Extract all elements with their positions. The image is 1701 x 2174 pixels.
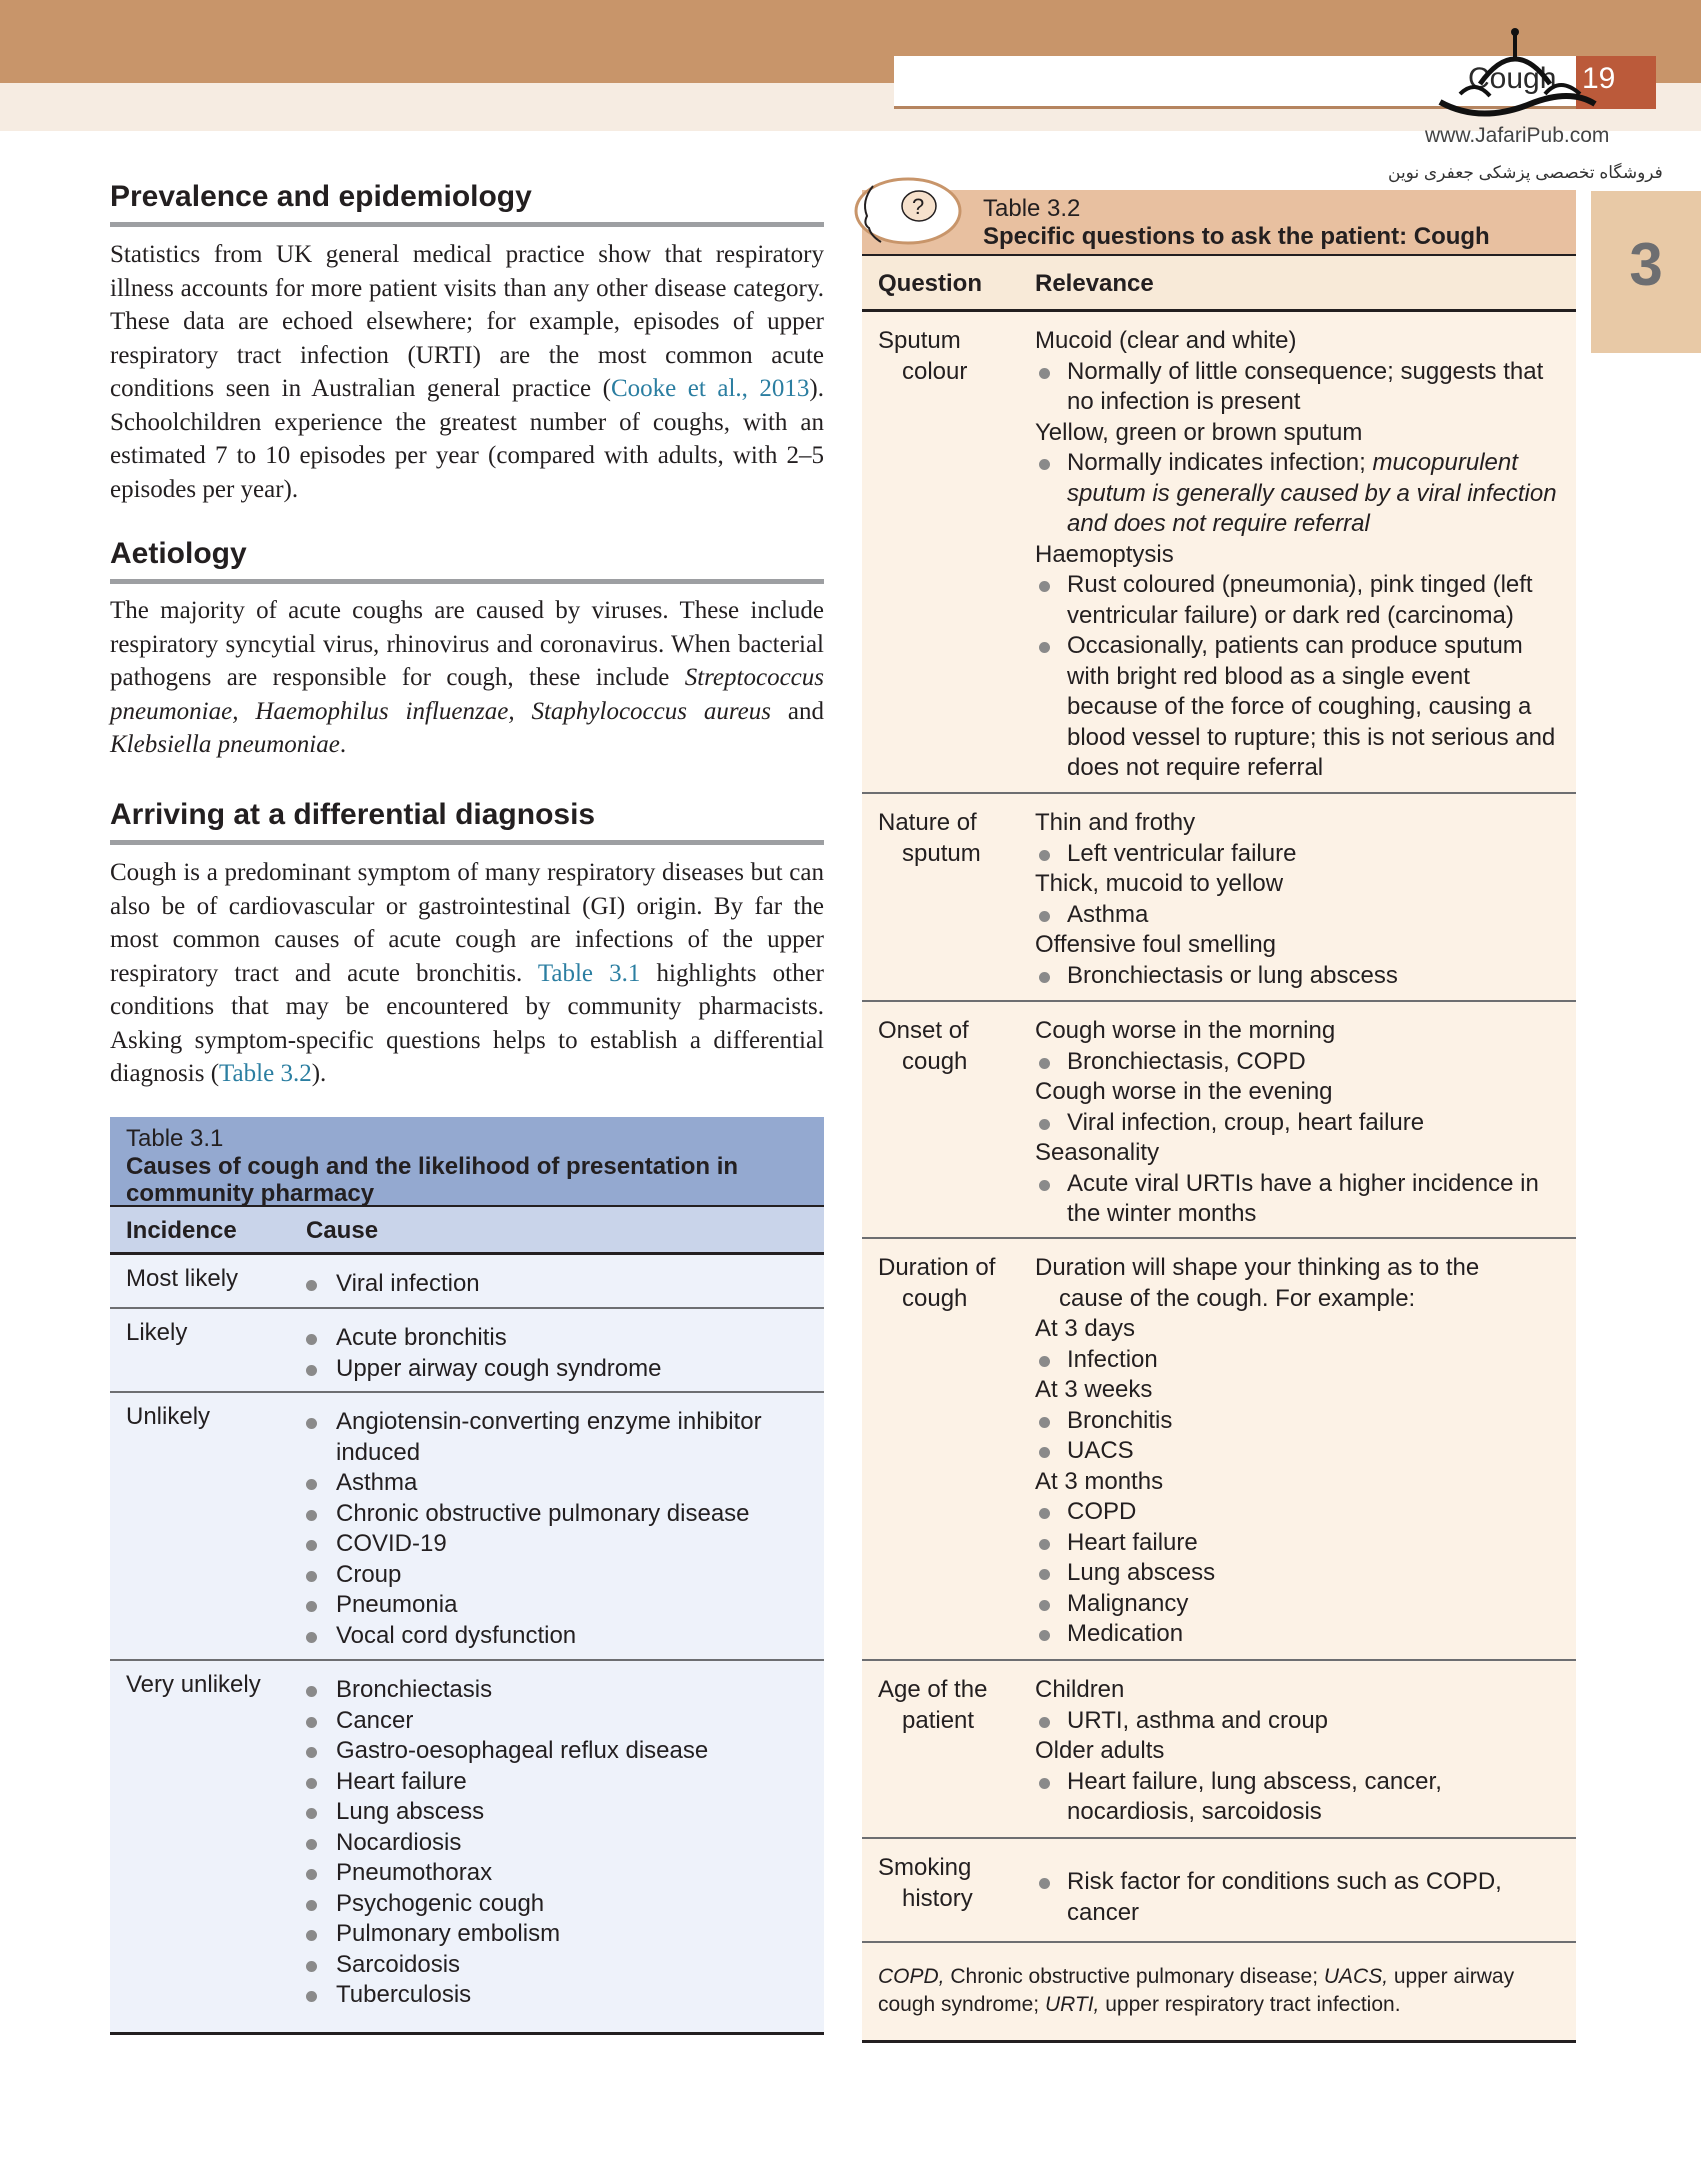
relevance-bullet: Left ventricular failure [1035, 839, 1565, 870]
paragraph-prevalence [110, 238, 824, 506]
text-run: The majority of acute coughs are caused by viruses. These include respiratory syncytial virus, rhinovirus and coronavirus. When bacterial pathogens are responsible for cough, these include [110, 597, 824, 691]
watermark-text: فروشگاه تخصصی پزشکی جعفری نوین [1388, 163, 1663, 182]
question-line: patient [902, 1706, 975, 1734]
relevance-bullet: Bronchiectasis or lung abscess [1035, 961, 1565, 992]
relevance [1035, 1253, 1565, 1650]
relevance-bullet: Medication [1035, 1619, 1565, 1650]
relevance-bullet [1035, 448, 1565, 540]
table-title: Causes of cough and the likelihood of presentation in community pharmacy [126, 1153, 739, 1207]
relevance-line: Older adults [1035, 1737, 1165, 1764]
citation-link[interactable]: Cooke et al., 2013 [610, 375, 810, 402]
table-3-2 [862, 190, 1576, 2043]
list-item: Acute bronchitis [306, 1323, 662, 1354]
question [878, 1853, 1018, 1914]
table-row [862, 1839, 1576, 1943]
table-footnote [862, 1943, 1576, 2043]
table-row [110, 1255, 824, 1309]
relevance-line: At 3 weeks [1035, 1376, 1153, 1403]
relevance-bullet: UACS [1035, 1436, 1565, 1467]
list-item: Viral infection [306, 1269, 480, 1300]
list-item: Nocardiosis [306, 1828, 708, 1859]
relevance-bullet: Bronchitis [1035, 1406, 1565, 1437]
table-3-1-caption [110, 1117, 824, 1207]
cause-list [306, 1269, 480, 1300]
question [878, 808, 1018, 869]
text-run: . [339, 731, 347, 758]
incidence: Likely [126, 1319, 188, 1346]
question-line: colour [902, 357, 968, 385]
paragraph-differential [110, 856, 824, 1091]
relevance-line: Children [1035, 1676, 1125, 1703]
relevance [1035, 1016, 1565, 1230]
relevance-line: Haemoptysis [1035, 540, 1174, 568]
relevance [1035, 1675, 1565, 1828]
text-run-italic: mucopurulent sputum is generally caused by a viral infection and does not require referral [1067, 449, 1557, 537]
col-incidence: Incidence [126, 1217, 237, 1244]
text-run: ). [311, 1060, 327, 1087]
question-line: Smoking [878, 1854, 972, 1881]
question [878, 1675, 1018, 1736]
relevance-bullet: COPD [1035, 1497, 1565, 1528]
incidence: Very unlikely [126, 1671, 261, 1698]
relevance-bullet: Bronchiectasis, COPD [1035, 1047, 1565, 1078]
list-item: Croup [306, 1560, 806, 1591]
text-run: Statistics from UK general medical practice show that respiratory illness accounts for more patient visits than any other disease category. These data are echoed elsewhere; for example, episodes of upper respiratory tract infection (URTI) are the most common acute conditions seen in Australian general practice ( [110, 241, 824, 402]
list-item: Vocal cord dysfunction [306, 1621, 806, 1652]
list-item: Chronic obstructive pulmonary disease [306, 1499, 806, 1530]
relevance [1035, 808, 1565, 991]
list-item: Heart failure [306, 1767, 708, 1798]
table-row [862, 1002, 1576, 1239]
text-run: Cough is a predominant symptom of many respiratory diseases but can also be of cardiovascular or gastrointestinal (GI) origin. By far the most common causes of acute cough are infections of the upper respiratory tract and acute bronchitis. [110, 859, 824, 987]
list-item: COVID-19 [306, 1529, 806, 1560]
question-line: Nature of [878, 809, 977, 836]
relevance-bullet: Normally of little consequence; suggests that no infection is present [1035, 357, 1565, 418]
page-number: 19 [1582, 62, 1616, 95]
relevance-bullet: Heart failure [1035, 1528, 1565, 1559]
organism-names: Streptococcus pneumoniae, Haemophilus influenzae, Staphylococcus aureus [110, 664, 824, 725]
relevance [1035, 326, 1565, 784]
relevance-line: Cough worse in the morning [1035, 1017, 1336, 1044]
text-run: Chronic obstructive pulmonary disease; [944, 1965, 1324, 1988]
relevance-bullet: Malignancy [1035, 1589, 1565, 1620]
relevance-line: Offensive foul smelling [1035, 931, 1277, 958]
relevance-line: Yellow, green or brown sputum [1035, 418, 1363, 446]
heading-prevalence: Prevalence and epidemiology [110, 180, 824, 227]
relevance-bullet: Acute viral URTIs have a higher incidence in the winter months [1035, 1169, 1565, 1230]
watermark-url: www.JafariPub.com [1425, 124, 1610, 147]
list-item: Angiotensin-converting enzyme inhibitor induced [306, 1407, 806, 1468]
table-header [862, 256, 1576, 312]
col-question: Question [878, 270, 983, 297]
text-run: ). Schoolchildren experience the greatest number of coughs, with an estimated 7 to 10 episodes per year (compared with adults, with 2–5 episodes per year). [110, 375, 824, 503]
table-row [862, 1661, 1576, 1839]
relevance-line: At 3 days [1035, 1315, 1136, 1342]
cause-list [306, 1407, 806, 1651]
table-row [110, 1309, 824, 1393]
text-run: highlights other conditions that may be encountered by community pharmacists. Asking symptom-specific questions helps to establish a differential diagnosis ( [110, 959, 824, 1087]
relevance-bullet: URTI, asthma and croup [1035, 1706, 1565, 1737]
list-item: Upper airway cough syndrome [306, 1354, 662, 1385]
relevance-bullet: Lung abscess [1035, 1558, 1565, 1589]
relevance-bullet: Viral infection, croup, heart failure [1035, 1108, 1565, 1139]
question-line: cough [902, 1047, 968, 1075]
question [878, 1016, 1018, 1077]
table-label: Table 3.2 [983, 195, 1081, 222]
incidence: Most likely [126, 1265, 239, 1292]
relevance-line: Thin and frothy [1035, 809, 1196, 836]
text-run: upper respiratory tract infection. [1099, 1993, 1401, 2016]
relevance [1035, 1867, 1565, 1928]
abbr: URTI, [1044, 1993, 1100, 2016]
relevance-line: At 3 months [1035, 1467, 1164, 1495]
question-line: history [902, 1884, 973, 1912]
question-line: sputum [902, 839, 981, 867]
table-3-1 [110, 1117, 824, 2035]
list-item: Lung abscess [306, 1797, 708, 1828]
text-run: and [770, 697, 824, 725]
table-label: Table 3.1 [126, 1125, 224, 1152]
table-header [110, 1207, 824, 1255]
list-item: Pneumonia [306, 1590, 806, 1621]
list-item: Pulmonary embolism [306, 1919, 708, 1950]
relevance-line: Mucoid (clear and white) [1035, 327, 1297, 354]
relevance-bullet: Occasionally, patients can produce sputum with bright red blood as a single event because of the force of coughing, causing a blood vessel to rupture; this is not serious and does not require referral [1035, 631, 1565, 784]
relevance-line: Duration will shape your thinking as to the [1035, 1254, 1480, 1281]
question-head-icon [853, 176, 963, 246]
table-3-2-caption [862, 190, 1576, 256]
svg-text:?: ? [912, 194, 925, 219]
table-3-1-link[interactable]: Table 3.1 [537, 959, 641, 987]
relevance-line: cause of the cough. For example: [1059, 1284, 1416, 1312]
relevance-line: Thick, mucoid to yellow [1035, 870, 1284, 897]
question-line: Onset of [878, 1017, 969, 1044]
paragraph-aetiology [110, 594, 824, 762]
question [878, 1253, 1018, 1314]
running-header-title: Cough [1468, 62, 1557, 95]
list-item: Asthma [306, 1468, 806, 1499]
col-cause: Cause [306, 1217, 379, 1244]
chapter-number: 3 [1629, 231, 1663, 298]
relevance-line: Cough worse in the evening [1035, 1078, 1333, 1105]
relevance-line: Seasonality [1035, 1139, 1160, 1166]
question [878, 326, 1018, 387]
list-item: Psychogenic cough [306, 1889, 708, 1920]
text-run: upper airway cough syndrome; [878, 1965, 1515, 2016]
heading-differential: Arriving at a differential diagnosis [110, 798, 824, 845]
relevance-bullet: Heart failure, lung abscess, cancer, nocardiosis, sarcoidosis [1035, 1767, 1565, 1828]
abbr: UACS, [1323, 1965, 1389, 1988]
question-line: Duration of [878, 1254, 996, 1281]
list-item: Bronchiectasis [306, 1675, 708, 1706]
col-relevance: Relevance [1035, 270, 1154, 297]
table-row [862, 794, 1576, 1002]
question-line: Sputum [878, 327, 961, 354]
heading-aetiology: Aetiology [110, 537, 824, 584]
list-item: Pneumothorax [306, 1858, 708, 1889]
table-3-2-link[interactable]: Table 3.2 [219, 1060, 312, 1087]
table-row [110, 1393, 824, 1661]
list-item: Tuberculosis [306, 1980, 708, 2011]
cause-list [306, 1323, 662, 1384]
table-row [862, 312, 1576, 794]
organism-name: Klebsiella pneumoniae [110, 731, 340, 758]
list-item: Cancer [306, 1706, 708, 1737]
relevance-bullet: Risk factor for conditions such as COPD, cancer [1035, 1867, 1565, 1928]
abbr: COPD, [878, 1965, 945, 1988]
table-row [110, 1661, 824, 2035]
relevance-bullet: Asthma [1035, 900, 1565, 931]
list-item: Gastro-oesophageal reflux disease [306, 1736, 708, 1767]
table-row [862, 1239, 1576, 1661]
cause-list [306, 1675, 708, 2011]
incidence: Unlikely [126, 1403, 211, 1430]
list-item: Sarcoidosis [306, 1950, 708, 1981]
watermark-logo-icon [1420, 24, 1610, 134]
relevance-bullet: Infection [1035, 1345, 1565, 1376]
question-line: cough [902, 1284, 968, 1312]
table-title: Specific questions to ask the patient: Cough [983, 223, 1490, 250]
footnote-text [878, 1963, 1568, 2019]
relevance-bullet: Rust coloured (pneumonia), pink tinged (left ventricular failure) or dark red (carcinoma) [1035, 570, 1565, 631]
question-line: Age of the [878, 1676, 988, 1703]
text-run: Normally indicates infection; [1067, 449, 1373, 476]
